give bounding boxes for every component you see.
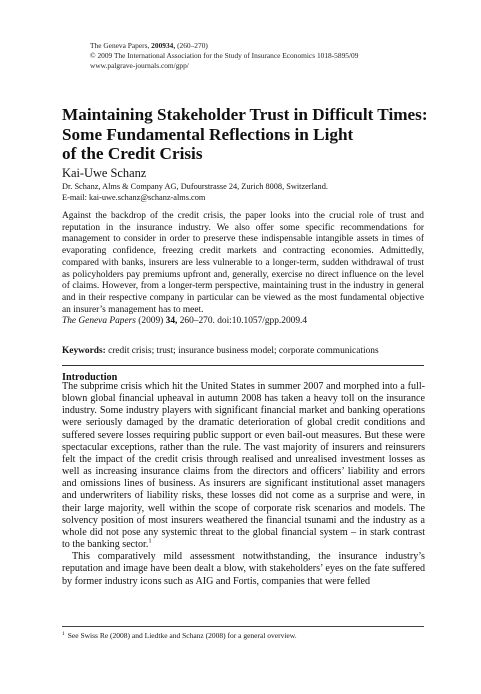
citation-year: (2009) (135, 316, 166, 327)
author-name: Kai-Uwe Schanz (62, 166, 147, 180)
author-affiliation: Dr. Schanz, Alms & Company AG, Dufourstrasse 24, Zurich 8008, Switzerland. (62, 182, 328, 191)
citation-volume: 34, (165, 316, 178, 327)
journal-volume: 34, (165, 41, 176, 50)
title-line-2: Some Fundamental Reflections in Light (62, 124, 354, 144)
section-divider (62, 365, 424, 366)
footnote-1 (62, 631, 424, 640)
title-line-1: Maintaining Stakeholder Trust in Difficult Times: (62, 105, 428, 124)
body-text (62, 381, 425, 588)
journal-citation-line (90, 41, 420, 51)
paragraph-1-text: The subprime crisis which hit the United States in summer 2007 and morphed into a full-blown global financial upheaval in autumn 2008 has taken a heavy toll on the insurance industry. Some industry players with significant financial market and banking operations were seriously damaged by the dramatic deterioration of global credit conditions and suffered severe losses requiring public support or even bail-out measures. But these were spectacular exceptions, rather than the rule. The vast majority of insurers and reinsurers felt the impact of the credit crisis through realised and unrealised investment losses as well as increasing insurance claims from the directors and officers’ liability and errors and omissions lines of business. As insurers are significant institutional asset managers and underwriters of liability risks, these losses did not come as a surprise and were, in their large majority, well within the scope of corporate risk scenarios and models. The solvency position of most insurers weathered the financial tsunami and the industry as a whole did not pose any systemic threat to the global financial system – in stark contrast to the banking sector. (62, 381, 425, 551)
abstract-citation (62, 316, 424, 328)
title-line-3: of the Credit Crisis (62, 144, 203, 163)
keywords-text: credit crisis; trust; insurance business model; corporate communications (105, 346, 379, 356)
footnote-text: See Swiss Re (2008) and Liedtke and Schanz (2008) for a general overview. (67, 631, 297, 640)
journal-header (90, 41, 420, 71)
footnote-divider (62, 626, 424, 627)
copyright-line: © 2009 The International Association for the Study of Insurance Economics 1018-5895/09 (90, 51, 359, 60)
author-email[interactable]: E-mail: kai-uwe.schanz@schanz-alms.com (62, 192, 206, 202)
journal-name: The Geneva Papers, (90, 41, 150, 50)
abstract-text: Against the backdrop of the credit crisis, the paper looks into the crucial role of trust and reputation in the insurance industry. We also offer some specific recommendations for management to consider in order to preserve these indispensable intangible assets in times of evaporating confidence, freezing credit markets and contracting economies. Admittedly, compared with banks, insurers are less vulnerable to a longer-term, sudden withdrawal of trust as policyholders pay premiums upfront and, generally, exercise no direct influence on the level of claims. However, from a longer-term perspective, maintaining trust in the industry in general and in their respective company in particular can be viewed as the most fundamental objective an insurer’s management has to meet. (62, 211, 424, 315)
paragraph-1 (62, 381, 425, 551)
citation-journal: The Geneva Papers (62, 316, 136, 327)
author-affiliation-block (62, 182, 422, 203)
citation-pages-doi: 260–270. doi:10.1057/gpp.2009.4 (177, 316, 308, 327)
footnote-marker: 1 (62, 630, 65, 637)
journal-year: 2009 (151, 41, 166, 50)
paragraph-2: This comparatively mild assessment notwithstanding, the insurance industry’s reputation and image have been dealt a blow, with stakeholders’ eyes on the fate suffered by former industry icons such as AIG and Fortis, companies that were felled (62, 551, 425, 587)
abstract (62, 211, 424, 328)
keywords-label: Keywords: (62, 346, 106, 356)
footnote-ref-1[interactable]: 1 (148, 537, 152, 545)
keywords (62, 346, 424, 358)
journal-pages: (260–270) (177, 41, 208, 50)
section-heading-introduction: Introduction (62, 372, 118, 383)
journal-url[interactable]: www.palgrave-journals.com/gpp/ (90, 61, 189, 70)
article-title (62, 105, 428, 164)
